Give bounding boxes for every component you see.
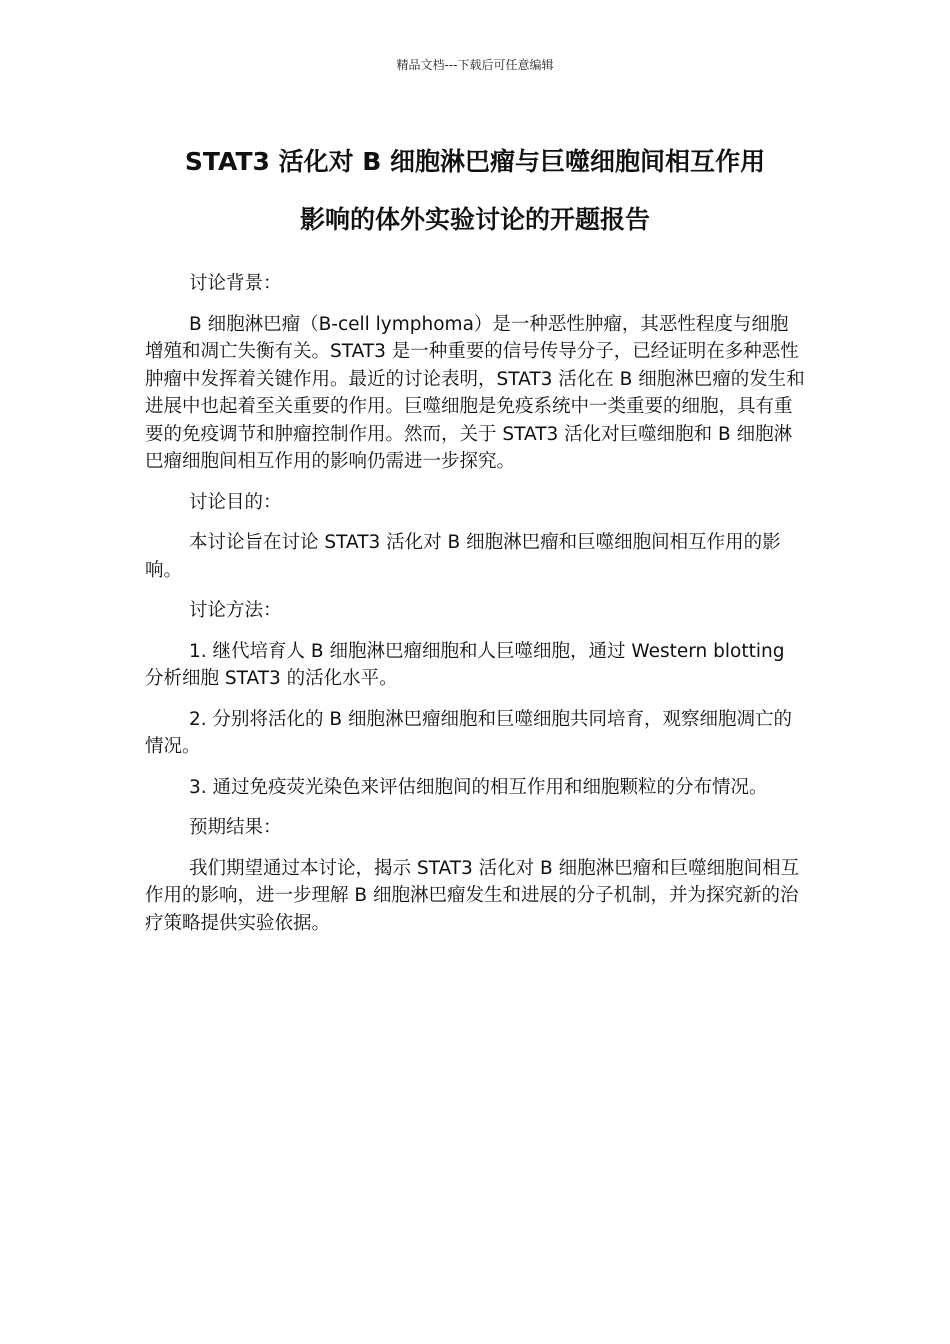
document-title <box>120 133 830 249</box>
method-item-3: 3. 通过免疫荧光染色来评估细胞间的相互作用和细胞颗粒的分布情况。 <box>189 776 768 798</box>
purpose-paragraph: 本讨论旨在讨论 STAT3 活化对 B 细胞淋巴瘤和巨噬细胞间相互作用的影响。 <box>145 532 781 581</box>
result-heading: 预期结果： <box>189 817 282 838</box>
purpose-heading: 讨论目的： <box>189 491 282 513</box>
background-heading: 讨论背景： <box>189 273 282 294</box>
document-body <box>145 270 805 950</box>
background-paragraph: B 细胞淋巴瘤（B-cell lymphoma）是一种恶性肿瘤，其恶性程度与细胞增殖和凋亡失衡有关。STAT3 是一种重要的信号传导分子，已经证明在多种恶性肿瘤中发挥着关键作用。最近的讨论表明，STAT3 活化在 B 细胞淋巴瘤的发生和进展中也起着至关重要的作用。巨噬细胞是免疫系统中一类重要的细胞，具有重要的免疫调节和肿瘤控制作用。然而，关于 STAT3 活化对巨噬细胞和 B 细胞淋巴瘤细胞间相互作用的影响仍需进一步探究。 <box>145 313 805 472</box>
document-title-line-2: 影响的体外实验讨论的开题报告 <box>299 205 650 234</box>
page-header-note: 精品文档---下载后可任意编辑 <box>396 58 554 72</box>
document-title-line-1: STAT3 活化对 B 细胞淋巴瘤与巨噬细胞间相互作用 <box>184 147 766 176</box>
method-item-2: 2. 分别将活化的 B 细胞淋巴瘤细胞和巨噬细胞共同培育，观察细胞凋亡的情况。 <box>145 708 792 757</box>
method-item-1: 1. 继代培育人 B 细胞淋巴瘤细胞和人巨噬细胞，通过 Western blotting 分析细胞 STAT3 的活化水平。 <box>145 640 785 689</box>
result-paragraph: 我们期望通过本讨论，揭示 STAT3 活化对 B 细胞淋巴瘤和巨噬细胞间相互作用的影响，进一步理解 B 细胞淋巴瘤发生和进展的分子机制，并为探究新的治疗策略提供实验依据。 <box>145 857 800 934</box>
method-heading: 讨论方法： <box>189 600 282 621</box>
